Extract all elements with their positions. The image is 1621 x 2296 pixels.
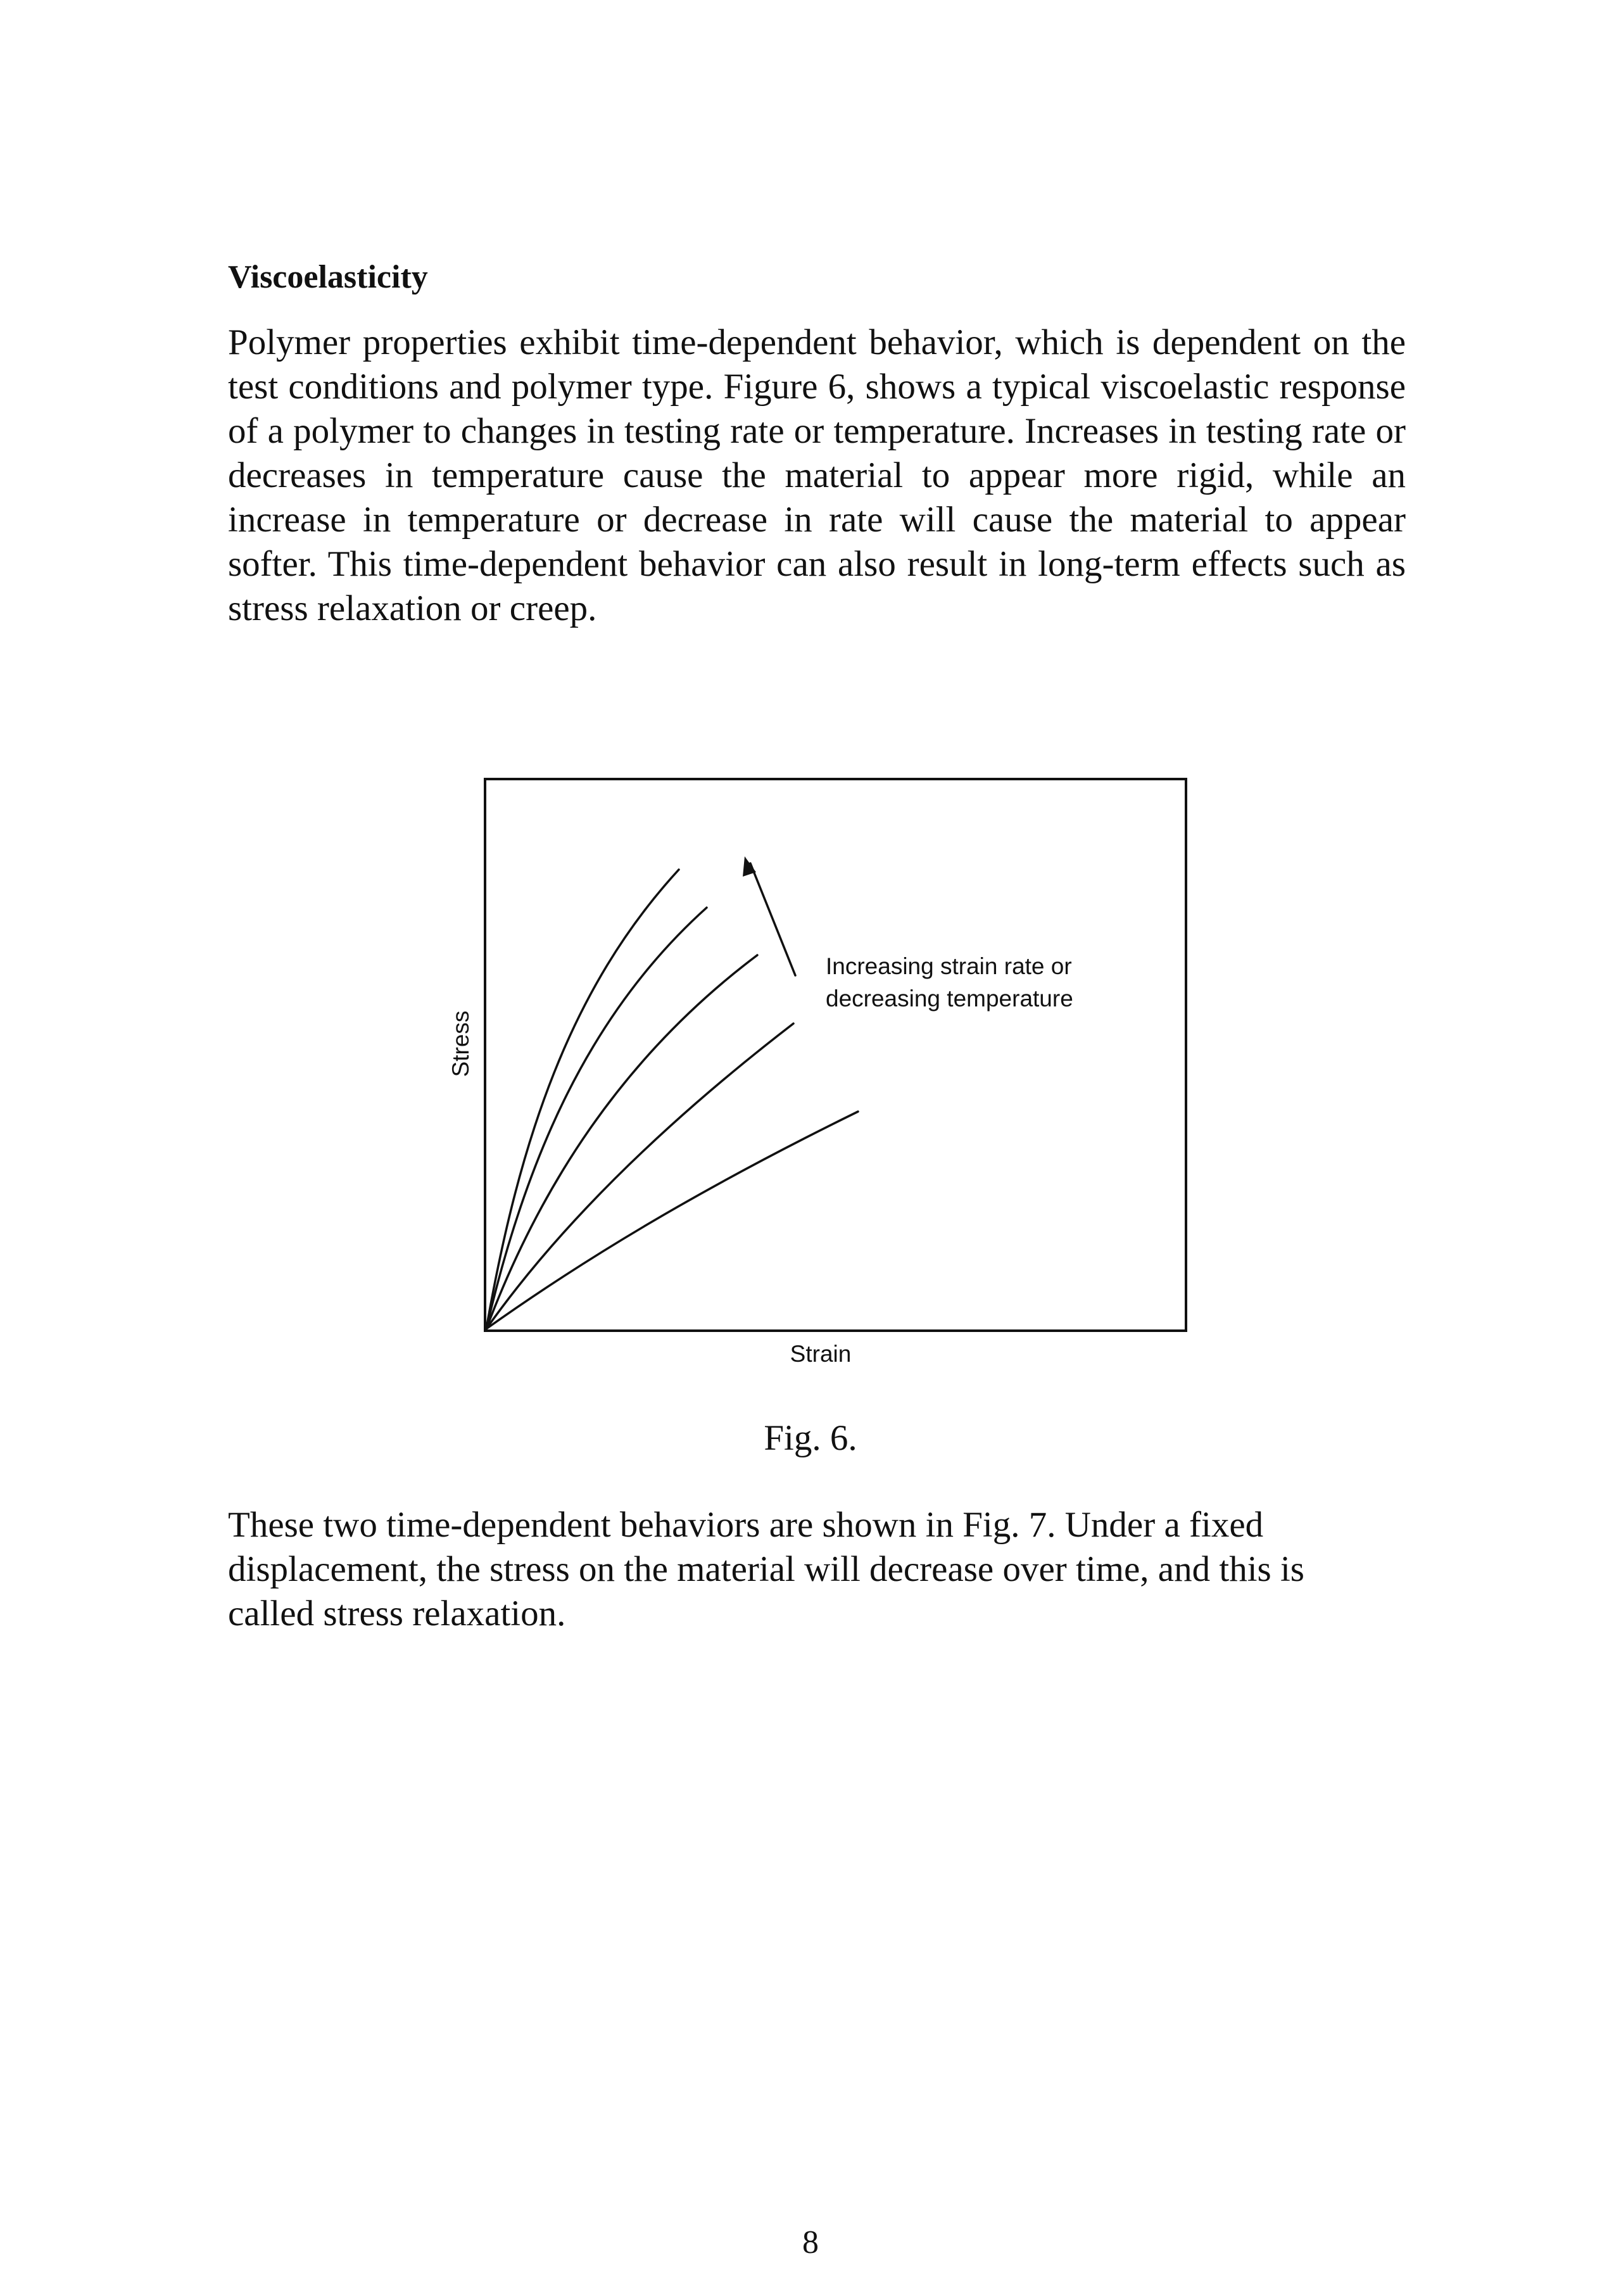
- paragraph-2-line-2: displacement, the stress on the material will decrease over time, and this is: [228, 1549, 1304, 1589]
- y-axis-label: Stress: [448, 1010, 474, 1077]
- annotation-line-1: Increasing strain rate or: [826, 953, 1072, 979]
- figure-caption: Fig. 6.: [764, 1418, 857, 1458]
- annotation-arrow-shaft: [750, 863, 795, 975]
- section-heading: Viscoelasticity: [228, 259, 428, 295]
- curve-5: [486, 1112, 858, 1329]
- body-paragraph-2: [228, 1503, 1406, 1636]
- annotation-line-2: decreasing temperature: [826, 986, 1073, 1012]
- page-number: 8: [802, 2224, 819, 2261]
- body-paragraph-1: Polymer properties exhibit time-dependent behavior, which is dependent on the test conditions and polymer type. Figure 6, shows a typical viscoelastic response of a polymer to changes in testing rate or temperature. Increases in testing rate or decreases in temperature cause the material to appear more rigid, while an increase in temperature or decrease in rate will cause the material to appear softer. This time-dependent behavior can also result in long-term effects such as stress relaxation or creep.: [228, 322, 1406, 628]
- paragraph-2-line-3: called stress relaxation.: [228, 1594, 566, 1633]
- curve-3: [486, 955, 757, 1329]
- paragraph-2-line-1: These two time-dependent behaviors are shown in Fig. 7. Under a fixed: [228, 1505, 1264, 1545]
- figure-frame: [485, 779, 1186, 1331]
- x-axis-label: Strain: [790, 1341, 852, 1367]
